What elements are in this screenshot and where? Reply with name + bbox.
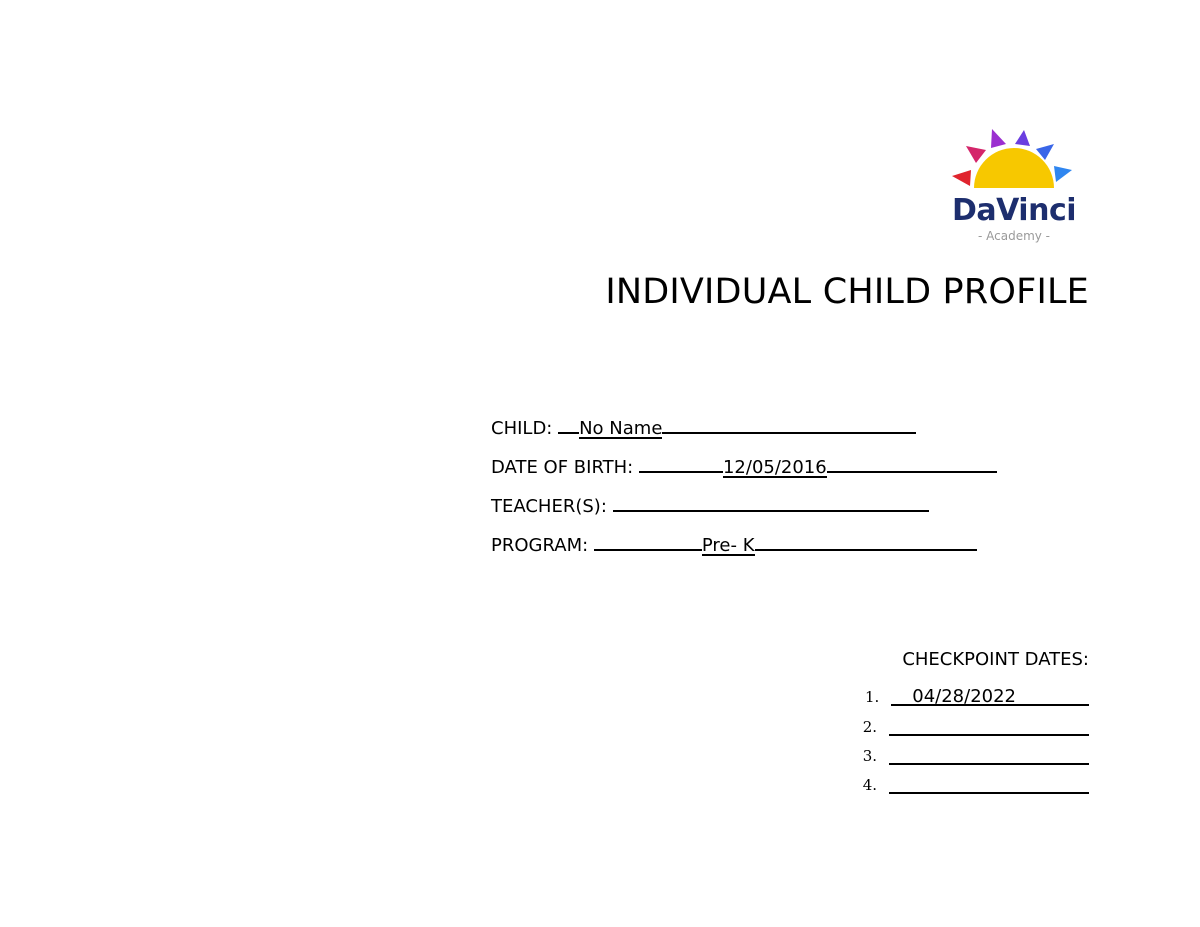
child-label: CHILD: [491,418,559,439]
checkpoint-value: 04/28/2022 [912,686,1016,707]
checkpoint-item [863,774,1089,794]
child-value: No Name [579,418,663,439]
program-label: PROGRAM: [491,535,594,556]
logo-wordmark: DaVinci [951,193,1077,228]
teachers-value [613,491,929,512]
checkpoint-number: 3. [862,747,877,765]
dob-field [491,452,997,479]
checkpoint-value [889,716,1089,736]
checkpoint-number: 1. [864,688,880,706]
checkpoint-value [889,774,1089,794]
dob-value: 12/05/2016 [722,457,827,478]
teachers-label: TEACHER(S): [491,496,613,517]
checkpoint-item [863,716,1089,736]
page-title: INDIVIDUAL CHILD PROFILE [605,272,1089,312]
checkpoint-value [889,745,1089,765]
program-field [491,530,977,557]
child-field [491,413,916,440]
dob-label: DATE OF BIRTH: [491,457,639,478]
checkpoint-number: 4. [862,776,877,794]
program-value: Pre- K [701,535,755,556]
checkpoint-item [863,745,1089,765]
checkpoint-item [865,686,1089,706]
logo-tagline: - Academy - [977,229,1051,243]
davinci-academy-logo [944,124,1084,248]
teachers-field [491,491,929,518]
checkpoint-number: 2. [862,718,877,736]
checkpoint-heading: CHECKPOINT DATES: [902,649,1089,670]
